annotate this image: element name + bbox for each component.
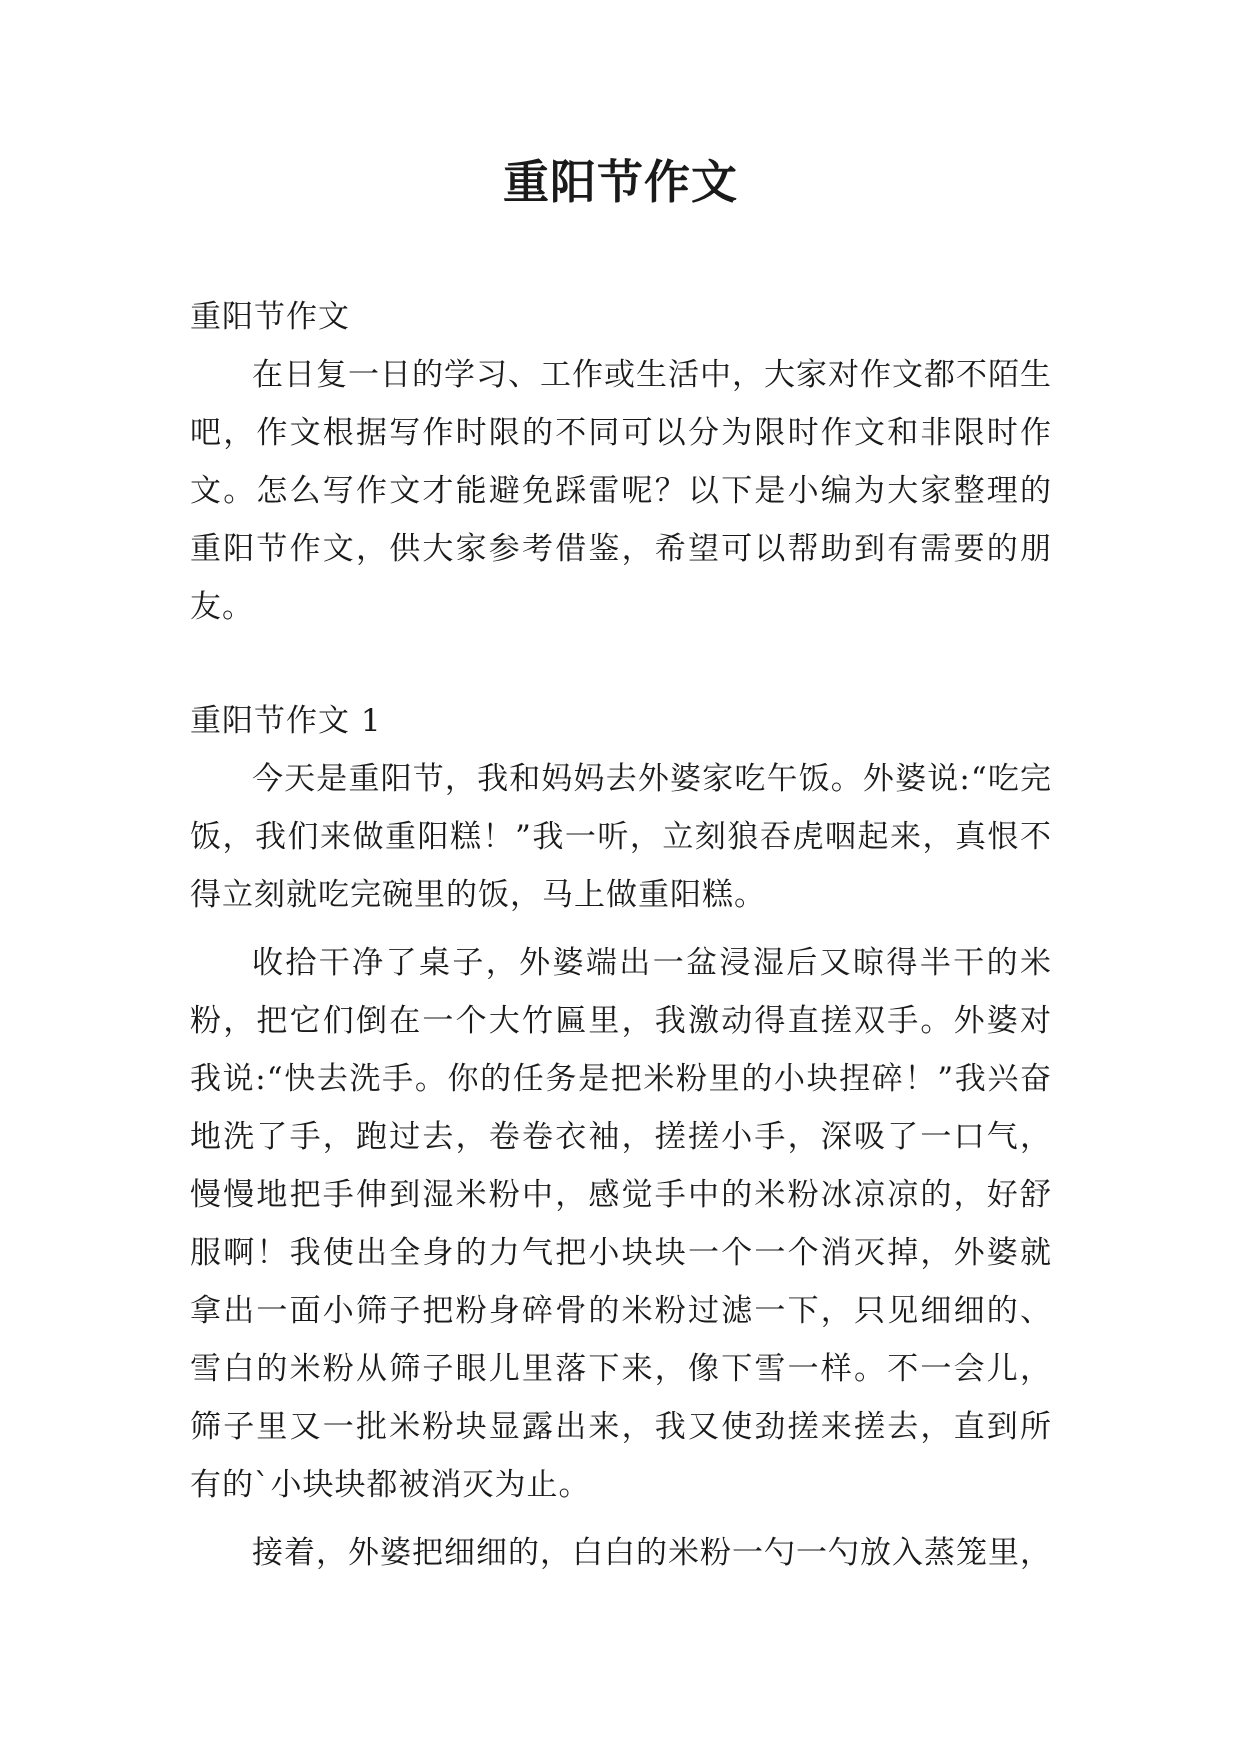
document-title: 重阳节作文 [503, 155, 738, 209]
intro-section [190, 288, 1052, 636]
essay-heading: 重阳节作文 1 [190, 703, 382, 739]
essay-paragraph: 接着，外婆把细细的，白白的米粉一勺一勺放入蒸笼里， [252, 1535, 1052, 1571]
essay-section [190, 692, 1052, 1582]
essay-paragraph: 今天是重阳节，我和妈妈去外婆家吃午饭。外婆说:“吃完饭，我们来做重阳糕！”我一听，立刻狼吞虎咽起来，真恨不得立刻就吃完碗里的饭，马上做重阳糕。 [190, 761, 1052, 913]
intro-heading: 重阳节作文 [190, 299, 350, 335]
intro-paragraph: 在日复一日的学习、工作或生活中，大家对作文都不陌生吧，作文根据写作时限的不同可以分为限时作文和非限时作文。怎么写作文才能避免踩雷呢？以下是小编为大家整理的重阳节作文，供大家参考借鉴，希望可以帮助到有需要的朋友。 [190, 357, 1052, 625]
essay-paragraph: 收拾干净了桌子，外婆端出一盆浸湿后又晾得半干的米粉，把它们倒在一个大竹匾里，我激动得直搓双手。外婆对我说:“快去洗手。你的任务是把米粉里的小块捏碎！”我兴奋地洗了手，跑过去，卷卷衣袖，搓搓小手，深吸了一口气，慢慢地把手伸到湿米粉中，感觉手中的米粉冰凉凉的，好舒服啊！我使出全身的力气把小块块一个一个消灭掉，外婆就拿出一面小筛子把粉身碎骨的米粉过滤一下，只见细细的、雪白的米粉从筛子眼儿里落下来，像下雪一样。不一会儿，筛子里又一批米粉块显露出来，我又使劲搓来搓去，直到所有的`小块块都被消灭为止。 [190, 945, 1052, 1503]
